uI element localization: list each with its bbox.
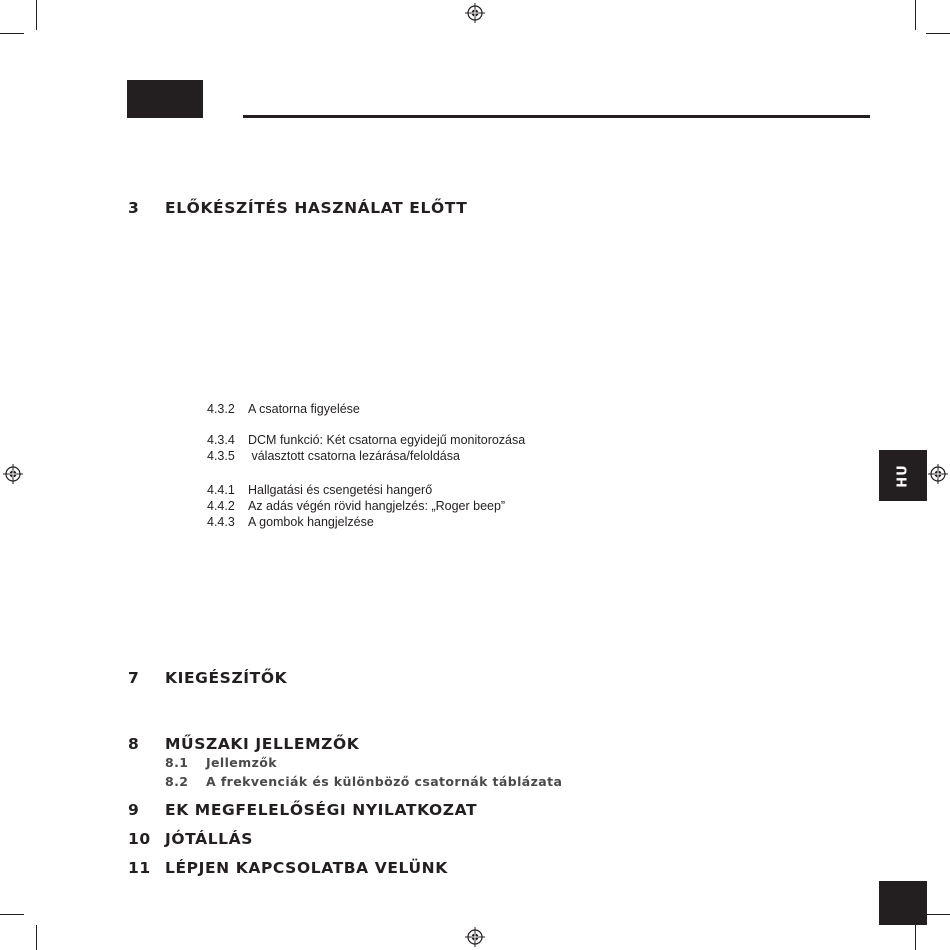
toc-section-title: A frekvenciák és különböző csatornák táblázata: [206, 774, 563, 789]
page-corner-block: [879, 881, 927, 925]
header-block: [127, 80, 203, 118]
toc-chapter-title: KIEGÉSZÍTŐK: [165, 669, 288, 687]
toc-sub-number: 4.3.2: [207, 402, 235, 416]
toc-chapter-number: 7: [128, 669, 140, 687]
toc-sub-title: Az adás végén rövid hangjelzés: „Roger beep”: [248, 499, 506, 513]
registration-mark-bottom-icon: [465, 927, 485, 947]
toc-chapter-title: EK MEGFELELŐSÉGI NYILATKOZAT: [165, 801, 478, 819]
toc-chapter-number: 8: [128, 735, 140, 753]
crop-mark-bottom-left-h: [0, 914, 24, 915]
crop-mark-top-left-v: [36, 0, 37, 30]
toc-sub-number: 4.4.2: [207, 499, 235, 513]
toc-chapter-number: 9: [128, 801, 140, 819]
crop-mark-top-right-h: [926, 33, 950, 34]
header-rule: [243, 115, 870, 118]
registration-mark-right-icon: [928, 464, 948, 484]
toc-sub-title: választott csatorna lezárása/feloldása: [248, 449, 460, 463]
toc-sub-number: 4.4.3: [207, 515, 235, 529]
toc-section-number: 8.2: [165, 774, 189, 789]
toc-sub-number: 4.3.5: [207, 449, 235, 463]
toc-chapter-number: 3: [128, 199, 140, 217]
toc-chapter-title: LÉPJEN KAPCSOLATBA VELÜNK: [165, 859, 448, 877]
toc-chapter-title: MŰSZAKI JELLEMZŐK: [165, 735, 360, 753]
toc-sub-title: A csatorna figyelése: [248, 402, 360, 416]
toc-sub-title: A gombok hangjelzése: [248, 515, 374, 529]
crop-mark-bottom-left-v: [36, 925, 37, 950]
registration-mark-left-icon: [3, 464, 23, 484]
toc-chapter-title: JÓTÁLLÁS: [165, 830, 254, 848]
toc-sub-title: Hallgatási és csengetési hangerő: [248, 483, 433, 497]
crop-mark-top-right-v: [915, 0, 916, 30]
toc-sub-title: DCM funkció: Két csatorna egyidejű monitorozása: [248, 433, 526, 447]
toc-chapter-number: 10: [128, 830, 151, 848]
language-tab-label: HU: [895, 463, 911, 488]
toc-chapter-title: ELŐKÉSZÍTÉS HASZNÁLAT ELŐTT: [165, 199, 468, 217]
crop-mark-top-left-h: [0, 33, 24, 34]
crop-mark-bottom-right-v: [915, 925, 916, 950]
language-tab: [879, 450, 927, 501]
crop-mark-bottom-right-h: [926, 914, 950, 915]
toc-sub-number: 4.3.4: [207, 433, 235, 447]
toc-section-number: 8.1: [165, 755, 189, 770]
toc-sub-number: 4.4.1: [207, 483, 235, 497]
toc-section-title: Jellemzők: [206, 755, 277, 770]
registration-mark-top-icon: [465, 3, 485, 23]
toc-chapter-number: 11: [128, 859, 151, 877]
